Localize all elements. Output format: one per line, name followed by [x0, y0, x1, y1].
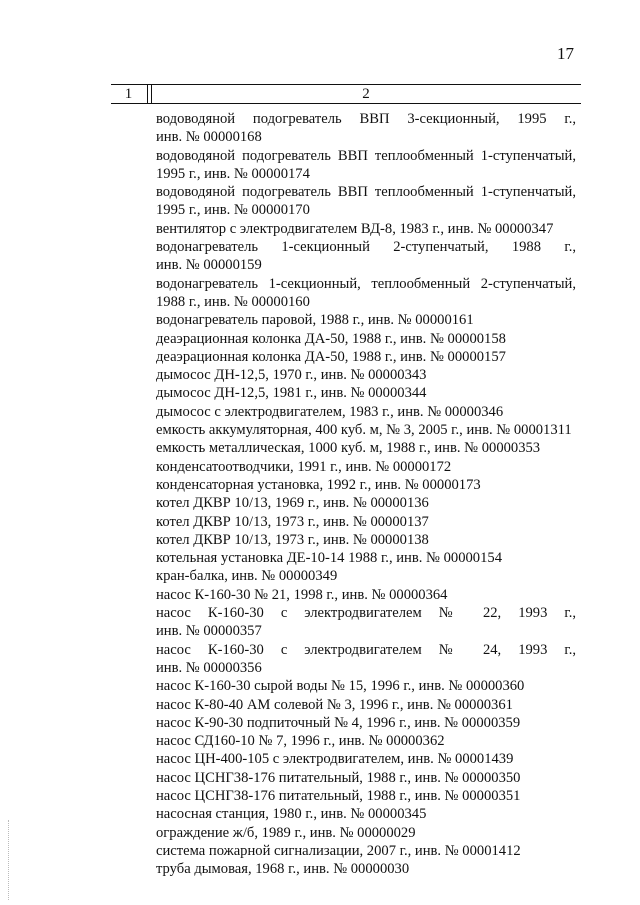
equipment-item-line: 1995 г., инв. № 00000170 — [156, 202, 310, 219]
equipment-item: ограждение ж/б, 1989 г., инв. № 00000029 — [156, 824, 416, 841]
equipment-item-line: водонагреватель 1-секционный 2-ступенчатый, 1988 г., — [156, 239, 576, 256]
equipment-item-line: инв. № 00000168 — [156, 129, 262, 146]
equipment-list — [156, 110, 576, 878]
equipment-item: насос К-160-30 сырой воды № 15, 1996 г., инв. № 00000360 — [156, 678, 525, 695]
equipment-item: конденсатоотводчики, 1991 г., инв. № 00000172 — [156, 458, 452, 475]
equipment-item: насосная станция, 1980 г., инв. № 00000345 — [156, 806, 427, 823]
equipment-item: система пожарной сигнализации, 2007 г., инв. № 00001412 — [156, 842, 521, 859]
equipment-item-line: инв. № 00000159 — [156, 257, 262, 274]
equipment-item-line: водоводяной подогреватель ВВП теплообменный 1-ступенчатый, — [156, 184, 576, 201]
equipment-item: водонагреватель паровой, 1988 г., инв. № 00000161 — [156, 312, 474, 329]
equipment-item: насос ЦСНГ38-176 питательный, 1988 г., инв. № 00000351 — [156, 787, 521, 804]
equipment-item: котел ДКВР 10/13, 1969 г., инв. № 00000136 — [156, 495, 429, 512]
equipment-item-line: инв. № 00000357 — [156, 623, 262, 640]
equipment-item-line: водоводяной подогреватель ВВП 3-секционный, 1995 г., — [156, 111, 576, 127]
equipment-item: вентилятор с электродвигателем ВД-8, 1983 г., инв. № 00000347 — [156, 220, 554, 237]
equipment-item: дымосос ДН-12,5, 1970 г., инв. № 00000343 — [156, 367, 427, 384]
equipment-item: дымосос ДН-12,5, 1981 г., инв. № 00000344 — [156, 385, 427, 402]
equipment-item: насос ЦСНГ38-176 питательный, 1988 г., инв. № 00000350 — [156, 769, 521, 786]
equipment-item: насос ЦН-400-105 с электродвигателем, инв. № 00001439 — [156, 751, 514, 768]
equipment-item: насос К-80-40 АМ солевой № 3, 1996 г., инв. № 00000361 — [156, 696, 513, 713]
equipment-item: труба дымовая, 1968 г., инв. № 00000030 — [156, 861, 410, 878]
equipment-item-line: водоводяной подогреватель ВВП теплообменный 1-ступенчатый, — [156, 147, 576, 164]
equipment-item-line: насос К-160-30 с электродвигателем № 22, 1993 г., — [156, 605, 576, 622]
equipment-item: котельная установка ДЕ-10-14 1988 г., инв. № 00000154 — [156, 550, 502, 567]
table-header — [111, 84, 581, 104]
equipment-item-line: инв. № 00000356 — [156, 659, 262, 676]
equipment-item-line: насос К-160-30 с электродвигателем № 24, 1993 г., — [156, 641, 576, 658]
equipment-item-line: 1995 г., инв. № 00000174 — [156, 165, 310, 182]
equipment-item: котел ДКВР 10/13, 1973 г., инв. № 00000137 — [156, 513, 429, 530]
equipment-item-line: водонагреватель 1-секционный, теплообменный 2-ступенчатый, — [156, 275, 576, 292]
table-header-col1: 1 — [124, 86, 133, 102]
equipment-item: деаэрационная колонка ДА-50, 1988 г., инв. № 00000158 — [156, 330, 506, 347]
equipment-item-line: 1988 г., инв. № 00000160 — [156, 293, 310, 310]
equipment-item: кран-балка, инв. № 00000349 — [156, 568, 338, 585]
scan-margin-marks — [8, 820, 11, 900]
equipment-item: насос К-160-30 № 21, 1998 г., инв. № 00000364 — [156, 586, 448, 603]
equipment-item: насос К-90-30 подпиточный № 4, 1996 г., инв. № 00000359 — [156, 714, 521, 731]
equipment-item: дымосос с электродвигателем, 1983 г., инв. № 00000346 — [156, 403, 504, 420]
table-header-col2: 2 — [362, 86, 370, 102]
equipment-item: насос СД160-10 № 7, 1996 г., инв. № 00000362 — [156, 733, 445, 750]
equipment-item: деаэрационная колонка ДА-50, 1988 г., инв. № 00000157 — [156, 348, 506, 365]
equipment-item: емкость металлическая, 1000 куб. м, 1988 г., инв. № 00000353 — [156, 440, 541, 457]
equipment-item: конденсаторная установка, 1992 г., инв. № 00000173 — [156, 476, 481, 493]
equipment-item: емкость аккумуляторная, 400 куб. м, № 3, 2005 г., инв. № 00001311 — [156, 422, 572, 439]
equipment-item: котел ДКВР 10/13, 1973 г., инв. № 00000138 — [156, 531, 429, 548]
page-number: 17 — [557, 44, 574, 63]
